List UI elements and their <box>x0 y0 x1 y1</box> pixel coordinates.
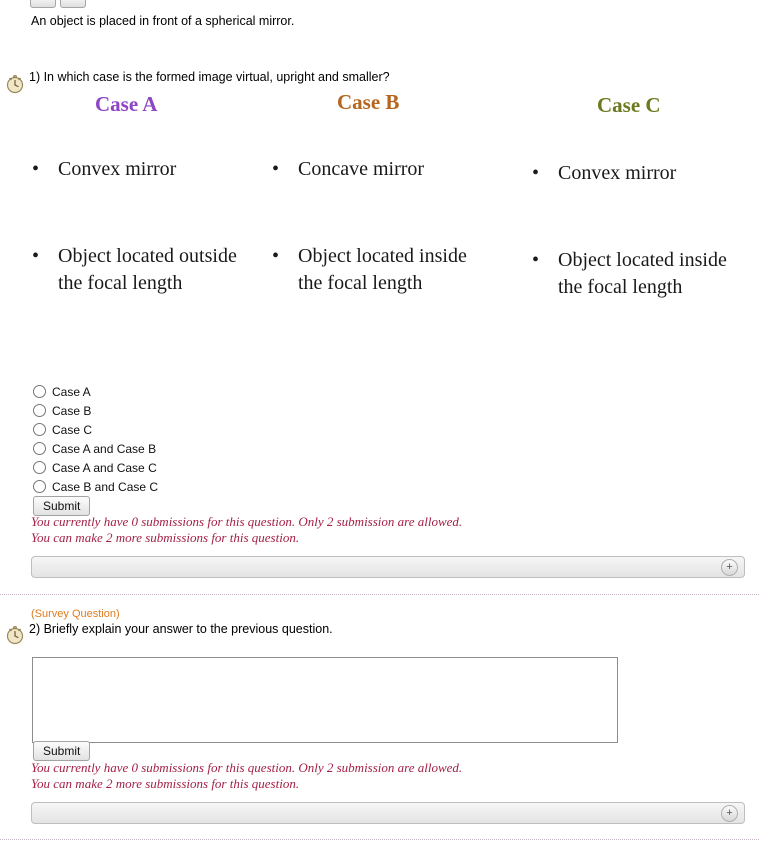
survey-question-tag: (Survey Question) <box>31 608 120 620</box>
option-case-b-and-c[interactable] <box>33 477 158 496</box>
option-case-a-and-c[interactable] <box>33 458 158 477</box>
submit-button-q2[interactable]: Submit <box>33 741 90 761</box>
bullet-dot-icon: • <box>272 158 280 180</box>
case-b-bullet-1-text: Concave mirror <box>298 158 425 180</box>
section-divider <box>0 594 759 595</box>
submission-note-q1-line2: You can make 2 more submissions for this question. <box>31 530 300 545</box>
option-case-c[interactable] <box>33 420 158 439</box>
bullet-dot-icon: • <box>532 249 540 271</box>
option-case-a-radio[interactable] <box>33 385 46 398</box>
submission-note-q2-line2: You can make 2 more submissions for this question. <box>31 776 300 791</box>
option-case-b-and-c-radio[interactable] <box>33 480 46 493</box>
clock-icon <box>5 74 25 94</box>
option-case-a[interactable] <box>33 382 158 401</box>
bullet-dot-icon: • <box>272 245 280 267</box>
case-a-bullet-2 <box>32 243 238 296</box>
top-button-row <box>30 0 86 8</box>
option-case-a-and-b-radio[interactable] <box>33 442 46 455</box>
plus-icon[interactable]: + <box>721 559 738 576</box>
case-a-bullet-1-text: Convex mirror <box>58 158 177 180</box>
option-case-b-label: Case B <box>52 403 92 418</box>
option-case-a-and-c-radio[interactable] <box>33 461 46 474</box>
case-b-bullet-1 <box>272 156 498 183</box>
prev-button[interactable] <box>30 0 56 8</box>
expand-bar-q1[interactable] <box>31 556 745 578</box>
intro-text: An object is placed in front of a spherical mirror. <box>31 14 295 28</box>
option-case-a-and-b[interactable] <box>33 439 158 458</box>
option-case-b-and-c-label: Case B and Case C <box>52 479 159 494</box>
bullet-dot-icon: • <box>32 245 40 267</box>
case-a-bullet-2-text: Object located outside the focal length <box>58 245 237 294</box>
case-c-bullet-1-text: Convex mirror <box>558 162 677 184</box>
section-divider <box>0 839 759 840</box>
question-1-text: 1) In which case is the formed image virtual, upright and smaller? <box>29 70 390 84</box>
submission-note-q1-line1: You currently have 0 submissions for this question. Only 2 submission are allowed. <box>31 514 463 529</box>
option-case-c-radio[interactable] <box>33 423 46 436</box>
next-button[interactable] <box>60 0 86 8</box>
question-2-text: 2) Briefly explain your answer to the previous question. <box>29 622 333 636</box>
expand-bar-q2[interactable] <box>31 802 745 824</box>
clock-icon <box>5 625 25 645</box>
bullet-dot-icon: • <box>532 162 540 184</box>
case-b-bullet-2-text: Object located inside the focal length <box>298 245 467 294</box>
option-case-a-and-b-label: Case A and Case B <box>52 441 157 456</box>
option-case-b-radio[interactable] <box>33 404 46 417</box>
option-case-b[interactable] <box>33 401 158 420</box>
plus-icon[interactable]: + <box>721 805 738 822</box>
case-c-title: Case C <box>597 93 661 117</box>
option-case-a-and-c-label: Case A and Case C <box>52 460 157 475</box>
submission-note-q2-line1: You currently have 0 submissions for this question. Only 2 submission are allowed. <box>31 760 463 775</box>
option-case-a-label: Case A <box>52 384 91 399</box>
case-b-title: Case B <box>337 90 400 114</box>
submit-button-q1[interactable]: Submit <box>33 496 90 516</box>
case-c-bullet-1 <box>532 160 748 187</box>
case-a-title: Case A <box>95 92 158 116</box>
case-a-bullet-1 <box>32 156 248 183</box>
option-case-c-label: Case C <box>52 422 93 437</box>
case-b-bullet-2 <box>272 243 473 296</box>
question-1-options <box>33 382 158 496</box>
case-c-bullet-2 <box>532 247 736 300</box>
bullet-dot-icon: • <box>32 158 40 180</box>
answer-textarea-q2[interactable] <box>32 657 618 743</box>
case-c-bullet-2-text: Object located inside the focal length <box>558 249 727 298</box>
